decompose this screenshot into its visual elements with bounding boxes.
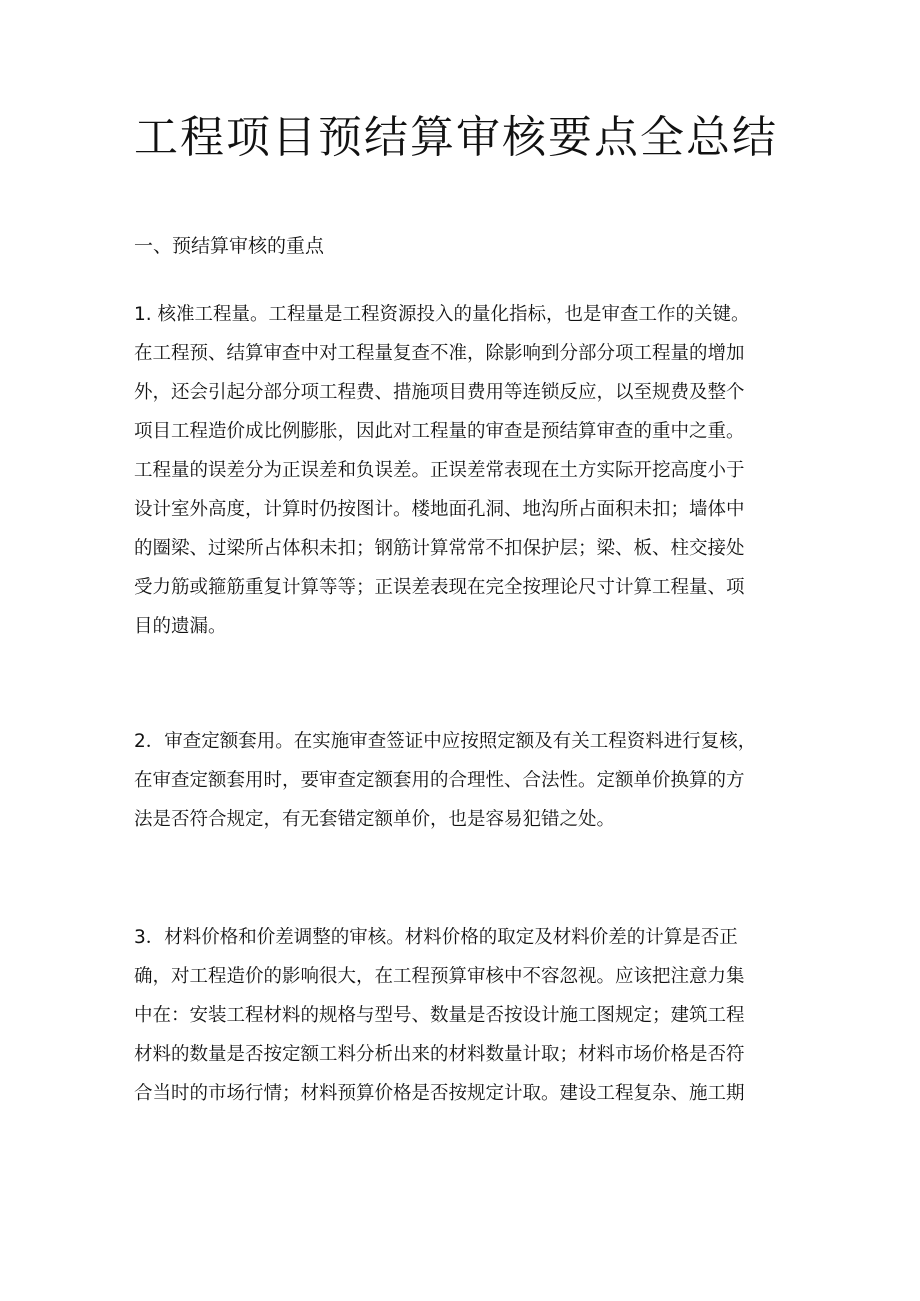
paragraph-line: 法是否符合规定，有无套错定额单价，也是容易犯错之处。 xyxy=(134,809,616,830)
paragraph-line: 目的遗漏。 xyxy=(134,616,227,637)
paragraph-line: 在审查定额套用时，要审查定额套用的合理性、合法性。定额单价换算的方 xyxy=(134,770,745,791)
paragraph-material-price xyxy=(134,918,814,1113)
paragraph-line: 受力筋或箍筋重复计算等等；正误差表现在完全按理论尺寸计算工程量、项 xyxy=(134,577,745,598)
paragraph-quota-review xyxy=(134,722,814,839)
document-title: 工程项目预结算审核要点全总结 xyxy=(134,112,778,163)
paragraph-line: 2．审查定额套用。在实施审查签证中应按照定额及有关工程资料进行复核， xyxy=(134,731,757,752)
paragraph-line: 材料的数量是否按定额工料分析出来的材料数量计取；材料市场价格是否符 xyxy=(134,1044,745,1065)
paragraph-line: 设计室外高度，计算时仍按图计。楼地面孔洞、地沟所占面积未扣；墙体中 xyxy=(134,499,745,520)
paragraph-line: 外，还会引起分部分项工程费、措施项目费用等连锁反应，以至规费及整个 xyxy=(134,382,745,403)
paragraph-quantity-check xyxy=(134,295,814,646)
paragraph-line: 在工程预、结算审查中对工程量复查不准，除影响到分部分项工程量的增加 xyxy=(134,343,745,364)
paragraph-line: 的圈梁、过梁所占体积未扣；钢筋计算常常不扣保护层；梁、板、柱交接处 xyxy=(134,538,745,559)
paragraph-line: 中在：安装工程材料的规格与型号、数量是否按设计施工图规定；建筑工程 xyxy=(134,1005,745,1026)
paragraph-line: 确，对工程造价的影响很大，在工程预算审核中不容忽视。应该把注意力集 xyxy=(134,966,745,987)
paragraph-line: 工程量的误差分为正误差和负误差。正误差常表现在土方实际开挖高度小于 xyxy=(134,460,745,481)
paragraph-line: 合当时的市场行情；材料预算价格是否按规定计取。建设工程复杂、施工期 xyxy=(134,1083,745,1104)
paragraph-line: 项目工程造价成比例膨胀，因此对工程量的审查是预结算审查的重中之重。 xyxy=(134,421,745,442)
paragraph-line: 1. 核准工程量。工程量是工程资源投入的量化指标，也是审查工作的关键。 xyxy=(134,304,750,325)
section-heading: 一、预结算审核的重点 xyxy=(134,235,325,257)
paragraph-line: 3．材料价格和价差调整的审核。材料价格的取定及材料价差的计算是否正 xyxy=(134,927,738,948)
